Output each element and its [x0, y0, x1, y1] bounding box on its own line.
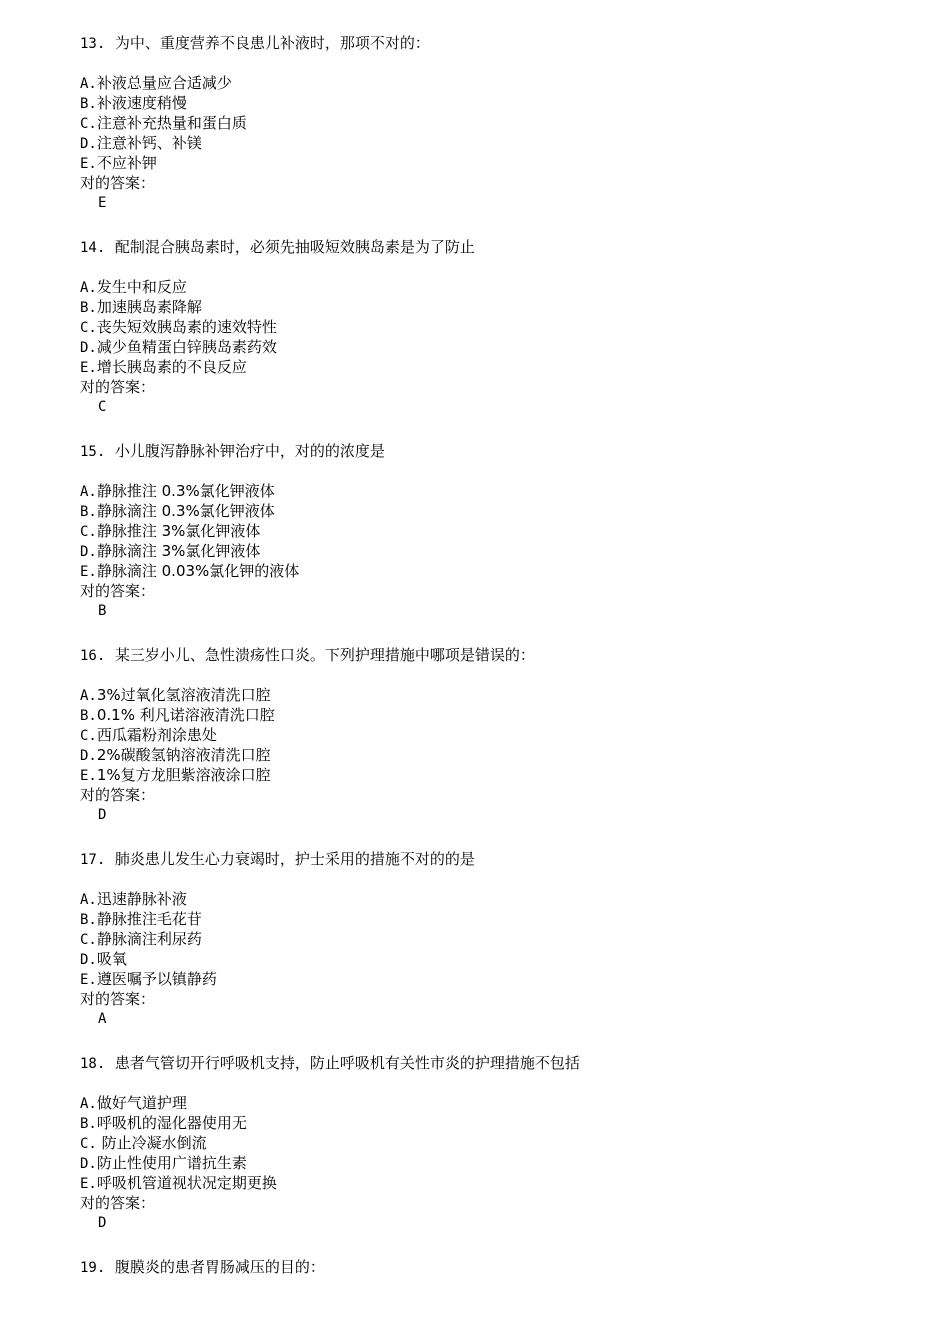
option-c: C.注意补充热量和蛋白质 — [80, 114, 247, 132]
option-d: D.注意补钙、补镁 — [80, 134, 202, 152]
option-a: A.迅速静脉补液 — [80, 890, 187, 908]
option-d: D.静脉滴注 3%氯化钾液体 — [80, 542, 261, 560]
question-stem — [80, 849, 920, 869]
option-c: C. 防止冷凝水倒流 — [80, 1134, 207, 1152]
option-c: C.西瓜霜粉剂涂患处 — [80, 726, 217, 744]
question-13 — [80, 33, 920, 237]
question-number: 19. — [80, 1260, 106, 1276]
question-number: 15. — [80, 444, 106, 460]
question-number: 18. — [80, 1056, 106, 1072]
option-d: D.防止性使用广谱抗生素 — [80, 1154, 247, 1172]
question-text: 某三岁小儿、急性溃疡性口炎。下列护理措施中哪项是错误的： — [114, 646, 535, 664]
answer-value: C — [98, 399, 107, 415]
option-d: D.2%碳酸氢钠溶液清洗口腔 — [80, 746, 271, 764]
answer-label: 对的答案： — [80, 1194, 156, 1212]
question-text: 配制混合胰岛素时，必须先抽吸短效胰岛素是为了防止 — [114, 238, 475, 256]
option-e: E.1%复方龙胆紫溶液涂口腔 — [80, 766, 271, 784]
question-text: 腹膜炎的患者胃肠减压的目的： — [114, 1258, 325, 1276]
answer-value: D — [98, 807, 107, 823]
option-b: B.0.1% 利凡诺溶液清洗口腔 — [80, 706, 275, 724]
question-number: 14. — [80, 240, 106, 256]
option-a: A.发生中和反应 — [80, 278, 187, 296]
option-d: D.吸氧 — [80, 950, 127, 968]
answer-label: 对的答案： — [80, 582, 156, 600]
option-e: E.呼吸机管道视状况定期更换 — [80, 1174, 277, 1192]
question-16 — [80, 645, 920, 849]
option-a: A.补液总量应合适减少 — [80, 74, 232, 92]
option-e: E.遵医嘱予以镇静药 — [80, 970, 217, 988]
question-number: 17. — [80, 852, 106, 868]
answer-label: 对的答案： — [80, 990, 156, 1008]
question-stem — [80, 237, 920, 257]
option-b: B.静脉滴注 0.3%氯化钾液体 — [80, 502, 275, 520]
option-c: C.丧失短效胰岛素的速效特性 — [80, 318, 277, 336]
question-15 — [80, 441, 920, 645]
question-text: 小儿腹泻静脉补钾治疗中，对的的浓度是 — [114, 442, 385, 460]
answer-value: E — [98, 195, 107, 211]
question-stem — [80, 645, 920, 665]
option-b: B.补液速度稍慢 — [80, 94, 187, 112]
answer-label: 对的答案： — [80, 786, 156, 804]
question-stem — [80, 441, 920, 461]
option-a: A.静脉推注 0.3%氯化钾液体 — [80, 482, 275, 500]
option-d: D.减少鱼精蛋白锌胰岛素药效 — [80, 338, 277, 356]
answer-value: D — [98, 1215, 107, 1231]
question-stem — [80, 1257, 920, 1277]
option-e: E.不应补钾 — [80, 154, 157, 172]
question-18 — [80, 1053, 920, 1257]
question-17 — [80, 849, 920, 1053]
question-text: 为中、重度营养不良患儿补液时，那项不对的： — [114, 34, 430, 52]
answer-value: B — [98, 603, 107, 619]
question-stem — [80, 33, 920, 53]
option-a: A.3%过氧化氢溶液清洗口腔 — [80, 686, 271, 704]
question-stem — [80, 1053, 920, 1073]
question-14 — [80, 237, 920, 441]
answer-label: 对的答案： — [80, 378, 156, 396]
option-b: B.加速胰岛素降解 — [80, 298, 202, 316]
question-text: 患者气管切开行呼吸机支持，防止呼吸机有关性市炎的护理措施不包括 — [114, 1054, 580, 1072]
option-e: E.增长胰岛素的不良反应 — [80, 358, 247, 376]
question-list — [80, 33, 920, 1281]
option-b: B.静脉推注毛花苷 — [80, 910, 202, 928]
question-19 — [80, 1257, 920, 1281]
question-number: 16. — [80, 648, 106, 664]
option-c: C.静脉滴注利尿药 — [80, 930, 202, 948]
option-b: B.呼吸机的湿化器使用无 — [80, 1114, 247, 1132]
option-a: A.做好气道护理 — [80, 1094, 187, 1112]
question-number: 13. — [80, 36, 106, 52]
question-text: 肺炎患儿发生心力衰竭时，护士采用的措施不对的的是 — [114, 850, 475, 868]
option-c: C.静脉推注 3%氯化钾液体 — [80, 522, 261, 540]
answer-label: 对的答案： — [80, 174, 156, 192]
answer-value: A — [98, 1011, 107, 1027]
option-e: E.静脉滴注 0.03%氯化钾的液体 — [80, 562, 300, 580]
